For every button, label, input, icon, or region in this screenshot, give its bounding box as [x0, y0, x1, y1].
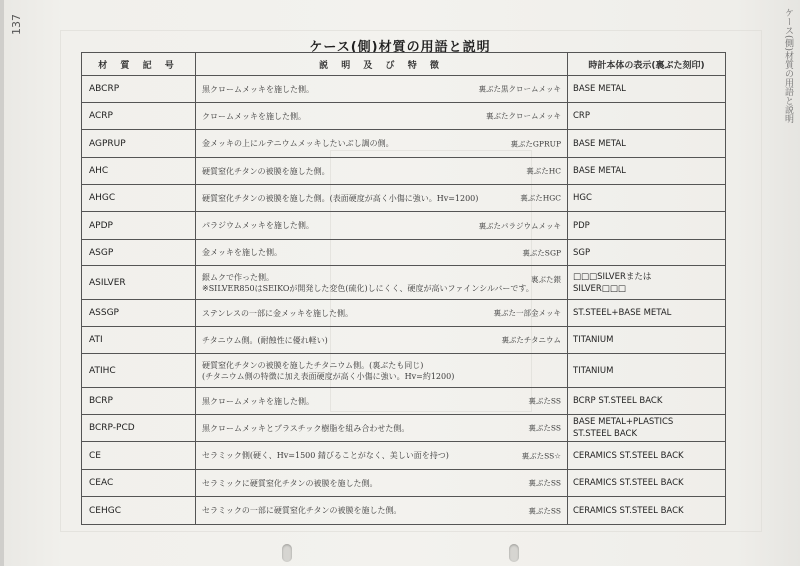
table-row — [82, 158, 726, 185]
caseback-note: 裏ぶた黒クロームメッキ — [478, 84, 561, 94]
material-description — [196, 354, 568, 388]
table-row — [82, 327, 726, 354]
header-description: 説 明 及 び 特 徴 — [196, 53, 568, 76]
caseback-engraving — [568, 103, 726, 130]
header-display: 時計本体の表示(裏ぶた刻印) — [568, 53, 726, 76]
caseback-engraving — [568, 185, 726, 212]
side-header — [782, 8, 794, 123]
description-line: 黒クロームメッキを施した側。 — [202, 84, 314, 94]
engraving-line: BASE METAL+PLASTICS — [573, 417, 674, 427]
description-line: 黒クロームメッキとプラスチック樹脂を組み合わせた側。 — [202, 423, 410, 433]
material-description — [196, 415, 568, 442]
caseback-note: 裏ぶたSS — [528, 478, 561, 488]
material-description — [196, 300, 568, 327]
description-line: 硬質窒化チタンの被膜を施したチタニウム側。(裏ぶたも同じ) — [202, 360, 424, 370]
caseback-note: 裏ぶたチタニウム — [501, 335, 561, 345]
engraving-line: CERAMICS ST.STEEL BACK — [573, 478, 684, 488]
caseback-note: 裏ぶたSS — [528, 506, 561, 515]
table-row — [82, 240, 726, 266]
caseback-engraving — [568, 442, 726, 470]
caseback-note: 裏ぶたSS☆ — [521, 451, 561, 460]
caseback-engraving — [568, 212, 726, 240]
engraving-line: CERAMICS ST.STEEL BACK — [573, 450, 684, 461]
caseback-engraving — [568, 266, 726, 300]
description-line: セラミックに硬質窒化チタンの被膜を施した側。 — [202, 478, 378, 488]
page-title: ケース(側)材質の用語と説明 — [309, 40, 491, 55]
engraving-line: SILVER□□□ — [573, 283, 626, 294]
header-code: 材 質 記 号 — [82, 53, 196, 76]
caseback-engraving — [568, 158, 726, 185]
engraving-line: ST.STEEL+BASE METAL — [573, 308, 672, 318]
material-description — [196, 470, 568, 497]
description-line: 黒クロームメッキを施した側。 — [202, 396, 314, 406]
table-row — [82, 76, 726, 103]
table-row — [82, 388, 726, 415]
material-code: CEAC — [82, 470, 196, 497]
caseback-note: 裏ぶたHC — [526, 166, 561, 176]
engraving-line: CERAMICS ST.STEEL BACK — [573, 505, 684, 516]
caseback-engraving — [568, 240, 726, 266]
table-row — [82, 130, 726, 158]
material-table — [81, 52, 726, 525]
description-line: 金メッキを施した側。 — [202, 248, 282, 257]
binder-hole — [282, 544, 292, 562]
engraving-line: PDP — [573, 220, 590, 231]
table-row — [82, 415, 726, 442]
description-line: (チタニウム側の特徴に加え表面硬度が高く小傷に強い。Hv=約1200) — [202, 371, 455, 381]
caseback-engraving — [568, 388, 726, 415]
table-row — [82, 185, 726, 212]
material-description — [196, 130, 568, 158]
caseback-note: 裏ぶたSGP — [522, 248, 561, 257]
caseback-note: 裏ぶたSS — [528, 396, 561, 406]
caseback-note: 裏ぶた銀 — [531, 275, 561, 284]
material-description — [196, 442, 568, 470]
description-line: 金メッキの上にルテニウムメッキしたいぶし調の側。 — [202, 139, 394, 148]
material-description — [196, 388, 568, 415]
caseback-engraving — [568, 130, 726, 158]
table-body — [82, 76, 726, 525]
caseback-engraving — [568, 354, 726, 388]
table-header-row — [82, 53, 726, 76]
caseback-note: 裏ぶたGPRUP — [510, 139, 561, 148]
caseback-note: 裏ぶたパラジウムメッキ — [478, 221, 561, 230]
caseback-note: 裏ぶたHGC — [520, 193, 561, 203]
table-row — [82, 442, 726, 470]
engraving-line: BASE METAL — [573, 138, 626, 149]
engraving-line: HGC — [573, 193, 592, 203]
material-code: ACRP — [82, 103, 196, 130]
description-line: パラジウムメッキを施した側。 — [202, 221, 314, 230]
engraving-line: TITANIUM — [573, 365, 614, 376]
caseback-engraving — [568, 470, 726, 497]
material-code: APDP — [82, 212, 196, 240]
caseback-engraving — [568, 327, 726, 354]
engraving-line: BASE METAL — [573, 166, 626, 176]
material-description — [196, 327, 568, 354]
material-description — [196, 185, 568, 212]
material-description — [196, 266, 568, 300]
material-code: ASSGP — [82, 300, 196, 327]
material-code: ATIHC — [82, 354, 196, 388]
caseback-engraving — [568, 300, 726, 327]
table-row — [82, 470, 726, 497]
material-code: CEHGC — [82, 497, 196, 525]
page-number: 137 — [10, 14, 23, 35]
material-description — [196, 497, 568, 525]
material-code: AGPRUP — [82, 130, 196, 158]
caseback-engraving — [568, 497, 726, 525]
material-code: BCRP-PCD — [82, 415, 196, 442]
description-line: クロームメッキを施した側。 — [202, 111, 306, 121]
engraving-line: BCRP ST.STEEL BACK — [573, 396, 663, 406]
caseback-engraving — [568, 76, 726, 103]
material-code: ASGP — [82, 240, 196, 266]
material-code: ASILVER — [82, 266, 196, 300]
description-line: セラミックの一部に硬質窒化チタンの被膜を施した側。 — [202, 506, 402, 515]
binder-hole — [509, 544, 519, 562]
description-line: ※SILVER850はSEIKOが開発した変色(硫化)しにくく、硬度が高いファインシルバーです。 — [202, 283, 534, 293]
description-line: 硬質窒化チタンの被膜を施した側。 — [202, 166, 330, 176]
engraving-line: SGP — [573, 247, 591, 258]
material-description — [196, 76, 568, 103]
caseback-note: 裏ぶたクロームメッキ — [486, 111, 561, 121]
description-line: チタニウム側。(耐蝕性に優れ軽い) — [202, 335, 328, 345]
material-code: ABCRP — [82, 76, 196, 103]
engraving-line: ST.STEEL BACK — [573, 429, 638, 439]
table-row — [82, 266, 726, 300]
material-code: ATI — [82, 327, 196, 354]
engraving-line: □□□SILVERまたは — [573, 271, 652, 282]
engraving-line: CRP — [573, 111, 590, 121]
table-row — [82, 354, 726, 388]
description-line: セラミック側(硬く、Hv=1500 錆びることがなく、美しい面を持つ) — [202, 451, 449, 460]
material-description — [196, 240, 568, 266]
material-description — [196, 212, 568, 240]
table-row — [82, 212, 726, 240]
table-row — [82, 103, 726, 130]
caseback-engraving — [568, 415, 726, 442]
description-line: ステンレスの一部に金メッキを施した側。 — [202, 308, 353, 318]
side-header-text: ケース(側)材質の用語と説明 — [783, 8, 793, 124]
table-row — [82, 300, 726, 327]
description-line: 硬質窒化チタンの被膜を施した側。(表面硬度が高く小傷に強い。Hv=1200) — [202, 193, 479, 203]
material-code: BCRP — [82, 388, 196, 415]
engraving-line: BASE METAL — [573, 84, 626, 94]
engraving-line: TITANIUM — [573, 335, 614, 345]
material-code: AHGC — [82, 185, 196, 212]
table-row — [82, 497, 726, 525]
description-line: 銀ムクで作った側。 — [202, 272, 274, 282]
material-description — [196, 103, 568, 130]
caseback-note: 裏ぶたSS — [528, 423, 561, 433]
material-code: AHC — [82, 158, 196, 185]
material-description — [196, 158, 568, 185]
caseback-note: 裏ぶた一部金メッキ — [493, 308, 561, 318]
material-code: CE — [82, 442, 196, 470]
binding-spine — [0, 0, 4, 566]
